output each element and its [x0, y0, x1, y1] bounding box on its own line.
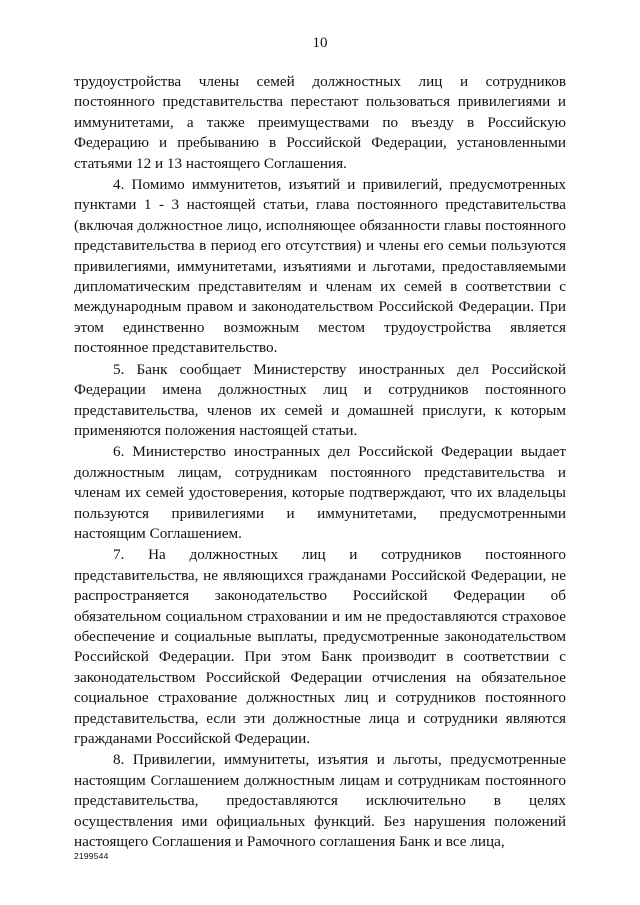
page-number: 10: [312, 35, 328, 51]
paragraph-item-8: 8. Привилегии, иммунитеты, изъятия и льготы, предусмотренные настоящим Соглашением должностным лицам и сотрудникам постоянного представительства, предоставляются исключительно в целях осуществления ими официальных функций. Без нарушения положений настоящего Соглашения и Рамочного соглашения Банк и все лица,: [74, 751, 566, 851]
paragraph-item-6: 6. Министерство иностранных дел Российской Федерации выдает должностным лицам, сотрудникам постоянного представительства и членам их семей удостоверения, которые подтверждают, что их владельцы пользуются привилегиями и иммунитетами, предусмотренными настоящим Соглашением.: [74, 443, 566, 542]
paragraph-continuation: трудоустройства члены семей должностных лиц и сотрудников постоянного представительства перестают пользоваться привилегиями и иммунитетами, а также преимуществами по въезду в Российскую Федерацию и пребыванию в Российской Федерации, установленными статьями 12 и 13 настоящего Соглашения.: [74, 73, 566, 172]
paragraph-item-4: 4. Помимо иммунитетов, изъятий и привилегий, предусмотренных пунктами 1 - 3 настоящей статьи, глава постоянного представительства (включая должностное лицо, исполняющее обязанности главы постоянного представительства в период его отсутствия) и члены его семьи пользуются привилегиями, иммунитетами, изъятиями и льготами, предоставляемыми дипломатическим представителям и членам их семей в соответствии с международным правом и законодательством Российской Федерации. При этом единственно возможным местом трудоустройства является постоянное представительство.: [74, 176, 566, 357]
document-code: 2199544: [74, 851, 109, 861]
document-body: [74, 72, 566, 852]
paragraph-item-7: 7. На должностных лиц и сотрудников постоянного представительства, не являющихся гражданами Российской Федерации, не распространяется законодательство Российской Федерации об обязательном социальном страховании и им не предоставляются страховое обеспечение и социальные выплаты, предусмотренные законодательством Российской Федерации. При этом Банк производит в соответствии с законодательством Российской Федерации отчисления на обязательное социальное страхование должностных лиц и сотрудников постоянного представительства, если эти должностные лица и сотрудники являются гражданами Российской Федерации.: [74, 546, 566, 747]
paragraph-item-5: 5. Банк сообщает Министерству иностранных дел Российской Федерации имена должностных лиц и сотрудников постоянного представительства, членов их семей и домашней прислуги, к которым применяются положения настоящей статьи.: [74, 360, 566, 439]
